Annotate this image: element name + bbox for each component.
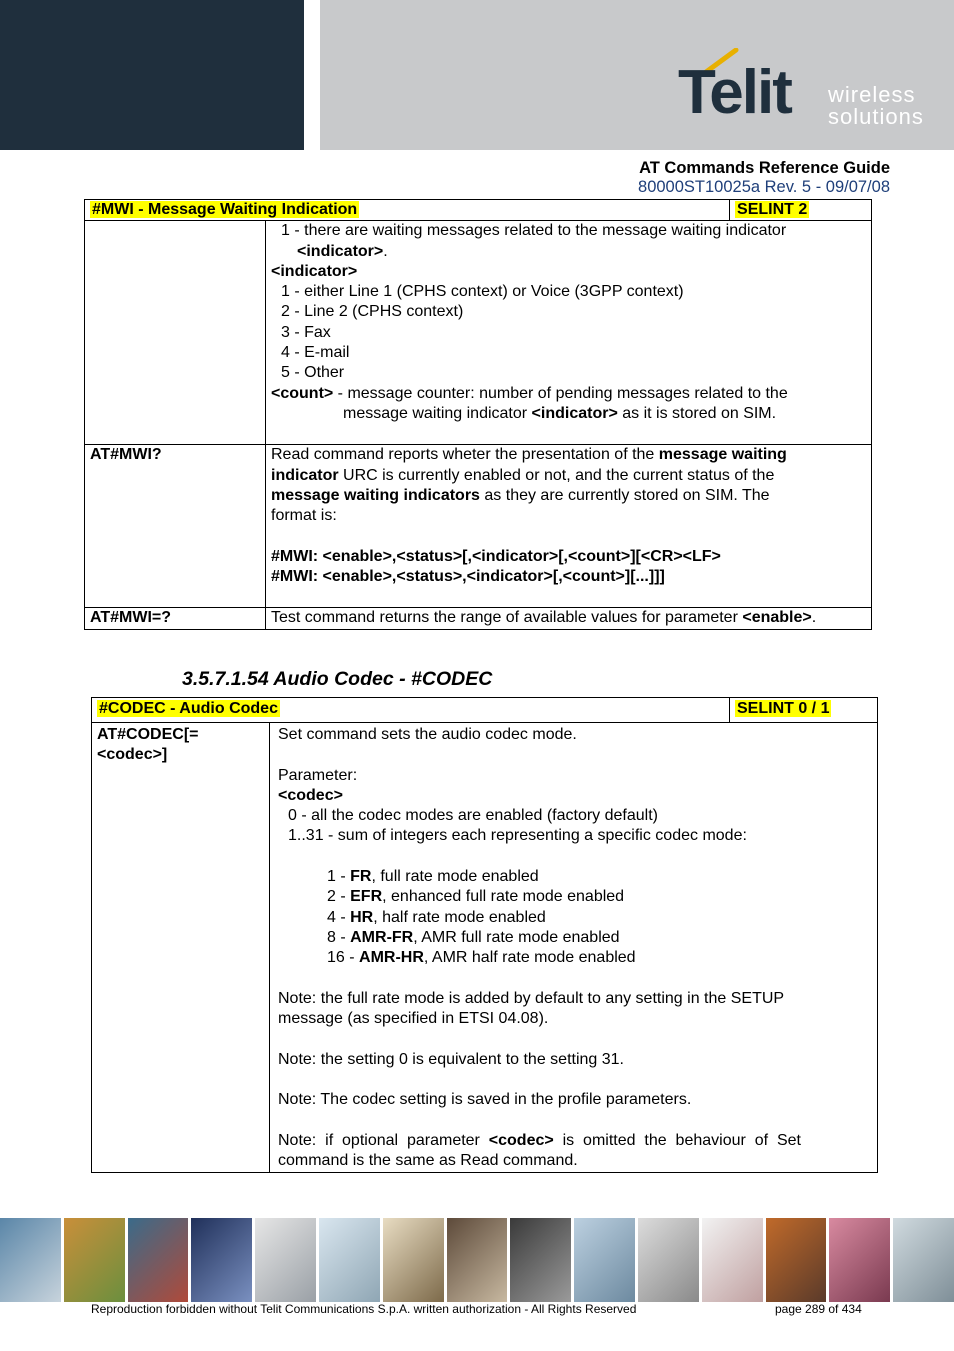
footer-photo-card (383, 1218, 444, 1302)
codec-note-2: Note: the setting 0 is equivalent to the setting 31. (278, 1050, 624, 1068)
read-desc-2b: indicator (271, 466, 339, 484)
indicator-5: 5 - Other (281, 364, 345, 382)
codec-mode-item (278, 948, 869, 968)
read-desc-1a: Read command reports wheter the presentation of the (271, 446, 659, 464)
footer-photo-laser (702, 1218, 763, 1302)
mwi-status-row (85, 221, 872, 445)
codec-header-row (92, 698, 878, 723)
codec-note-4a (278, 1131, 869, 1151)
mwi-status-1-cont (271, 242, 866, 262)
logo-tagline-solutions: solutions (828, 104, 924, 129)
footer-photo-phone (510, 1218, 571, 1302)
codec-mode-number: 2 - (327, 888, 351, 906)
codec-mode-desc: , half rate mode enabled (373, 908, 546, 926)
codec-mode-number: 4 - (327, 908, 351, 926)
header-dark-panel (0, 0, 304, 150)
footer-photo-sign (64, 1218, 125, 1302)
mwi-header-selint: SELINT 2 (737, 201, 808, 218)
codec-note-4-param: <codec> (488, 1131, 554, 1149)
telit-logo (676, 48, 936, 133)
read-desc-3 (271, 486, 866, 506)
mwi-read-row (85, 445, 872, 608)
read-format-2: #MWI: <enable>,<status>,<indicator>[,<count>][...]]] (271, 568, 665, 586)
indicator-ref-tail: . (383, 242, 388, 260)
count-desc-a: message waiting indicator (343, 404, 532, 422)
codec-set-command-1: AT#CODEC[= (97, 726, 199, 743)
mwi-test-row (85, 608, 872, 629)
codec-mode-desc: , AMR full rate mode enabled (413, 928, 620, 946)
count-desc-ref: <indicator> (531, 404, 618, 422)
count-param-cont (271, 404, 866, 424)
read-desc-4: format is: (271, 507, 337, 525)
codec-desc: Set command sets the audio codec mode. (278, 726, 577, 743)
footer-photo-containers (128, 1218, 189, 1302)
codec-mode-desc: , enhanced full rate mode enabled (382, 888, 625, 906)
test-desc-param: <enable> (742, 609, 812, 627)
footer-photo-camera (893, 1218, 954, 1302)
mwi-read-command: AT#MWI? (90, 446, 162, 464)
footer-image-strip (0, 1218, 954, 1302)
codec-mode-desc: , full rate mode enabled (371, 868, 539, 886)
codec-note-1b: message (as specified in ETSI 04.08). (278, 1010, 549, 1028)
codec-value-range: 1..31 - sum of integers each representing a specific codec mode: (288, 827, 747, 845)
indicator-param: <indicator> (271, 262, 358, 280)
mwi-header-name: #MWI - Message Waiting Indication (92, 201, 358, 218)
footer-rights: Reproduction forbidden without Telit Communications S.p.A. written authorization - All Rights Reserved (91, 1302, 637, 1316)
document-title: AT Commands Reference Guide (639, 159, 890, 177)
read-format-1: #MWI: <enable>,<status>[,<indicator>[,<count>][<CR><LF> (271, 547, 721, 565)
codec-header-selint: SELINT 0 / 1 (737, 700, 830, 717)
codec-mode-name: EFR (350, 888, 383, 906)
count-param-desc: - message counter: number of pending messages related to the (333, 384, 788, 402)
read-desc-1 (271, 445, 866, 465)
codec-mode-item (278, 887, 869, 907)
document-revision: 80000ST10025a Rev. 5 - 09/07/08 (638, 178, 890, 196)
mwi-test-command: AT#MWI=? (90, 609, 172, 627)
footer-photo-wind (574, 1218, 635, 1302)
codec-table (91, 697, 878, 1173)
indicator-2: 2 - Line 2 (CPHS context) (281, 303, 464, 321)
codec-mode-name: AMR-HR (359, 949, 424, 967)
read-desc-2a: URC is currently enabled or not, and the current status of the (338, 466, 775, 484)
codec-modes-list (278, 867, 869, 968)
read-desc-2 (271, 466, 866, 486)
footer-photo-people (766, 1218, 827, 1302)
codec-note-1a: Note: the full rate mode is added by default to any setting in the SETUP (278, 989, 785, 1007)
indicator-ref: <indicator> (297, 242, 384, 260)
codec-mode-name: HR (350, 908, 374, 926)
read-desc-1b: message waiting (658, 446, 787, 464)
count-param-name: <count> (271, 384, 334, 402)
footer-photo-cyclist (319, 1218, 380, 1302)
codec-mode-name: AMR-FR (350, 928, 414, 946)
codec-mode-item (278, 908, 869, 928)
footer-photo-shop (447, 1218, 508, 1302)
test-desc: Test command returns the range of available values for parameter (271, 609, 743, 627)
indicator-4: 4 - E-mail (281, 344, 350, 362)
codec-mode-item (278, 928, 869, 948)
section-title: 3.5.7.1.54 Audio Codec - #CODEC (182, 668, 493, 690)
codec-mode-desc: , AMR half rate mode enabled (423, 949, 636, 967)
codec-mode-item (278, 867, 869, 887)
count-param (271, 384, 866, 404)
count-desc-c: as it is stored on SIM. (617, 404, 777, 422)
footer-photo-clock (191, 1218, 252, 1302)
logo-tagline-wireless: wireless (828, 82, 916, 107)
footer-photo-meter (638, 1218, 699, 1302)
codec-mode-number: 8 - (327, 928, 351, 946)
codec-set-command-2: <codec>] (97, 746, 168, 764)
mwi-table (84, 199, 872, 630)
codec-note-4a-text: Note: if optional parameter (278, 1131, 489, 1149)
read-desc-3b: message waiting indicators (271, 486, 480, 504)
read-desc-3a: as they are currently stored on SIM. The (479, 486, 770, 504)
codec-note-3: Note: The codec setting is saved in the profile parameters. (278, 1091, 692, 1109)
mwi-header-row (85, 200, 872, 221)
codec-value-0: 0 - all the codec modes are enabled (factory default) (288, 807, 658, 825)
indicator-3: 3 - Fax (281, 323, 331, 341)
codec-header-name: #CODEC - Audio Codec (99, 700, 278, 717)
logo-brand: Telit (678, 58, 791, 127)
codec-parameter-label: Parameter: (278, 766, 358, 784)
codec-note-4c-text: is omitted the behaviour of Set (553, 1131, 801, 1149)
mwi-status-1: 1 - there are waiting messages related to the message waiting indicator (281, 222, 787, 240)
test-desc-end: . (811, 609, 817, 627)
codec-param: <codec> (278, 786, 343, 804)
codec-mode-number: 1 - (327, 868, 351, 886)
codec-note-4d: command is the same as Read command. (278, 1152, 578, 1170)
codec-set-row (92, 723, 878, 1173)
footer-photo-road (0, 1218, 61, 1302)
footer-page-number: page 289 of 434 (775, 1302, 862, 1316)
codec-mode-name: FR (350, 868, 372, 886)
indicator-1: 1 - either Line 1 (CPHS context) or Voice (3GPP context) (281, 283, 684, 301)
footer-photo-products (829, 1218, 890, 1302)
footer-photo-keyboard (255, 1218, 316, 1302)
codec-mode-number: 16 - (327, 949, 360, 967)
